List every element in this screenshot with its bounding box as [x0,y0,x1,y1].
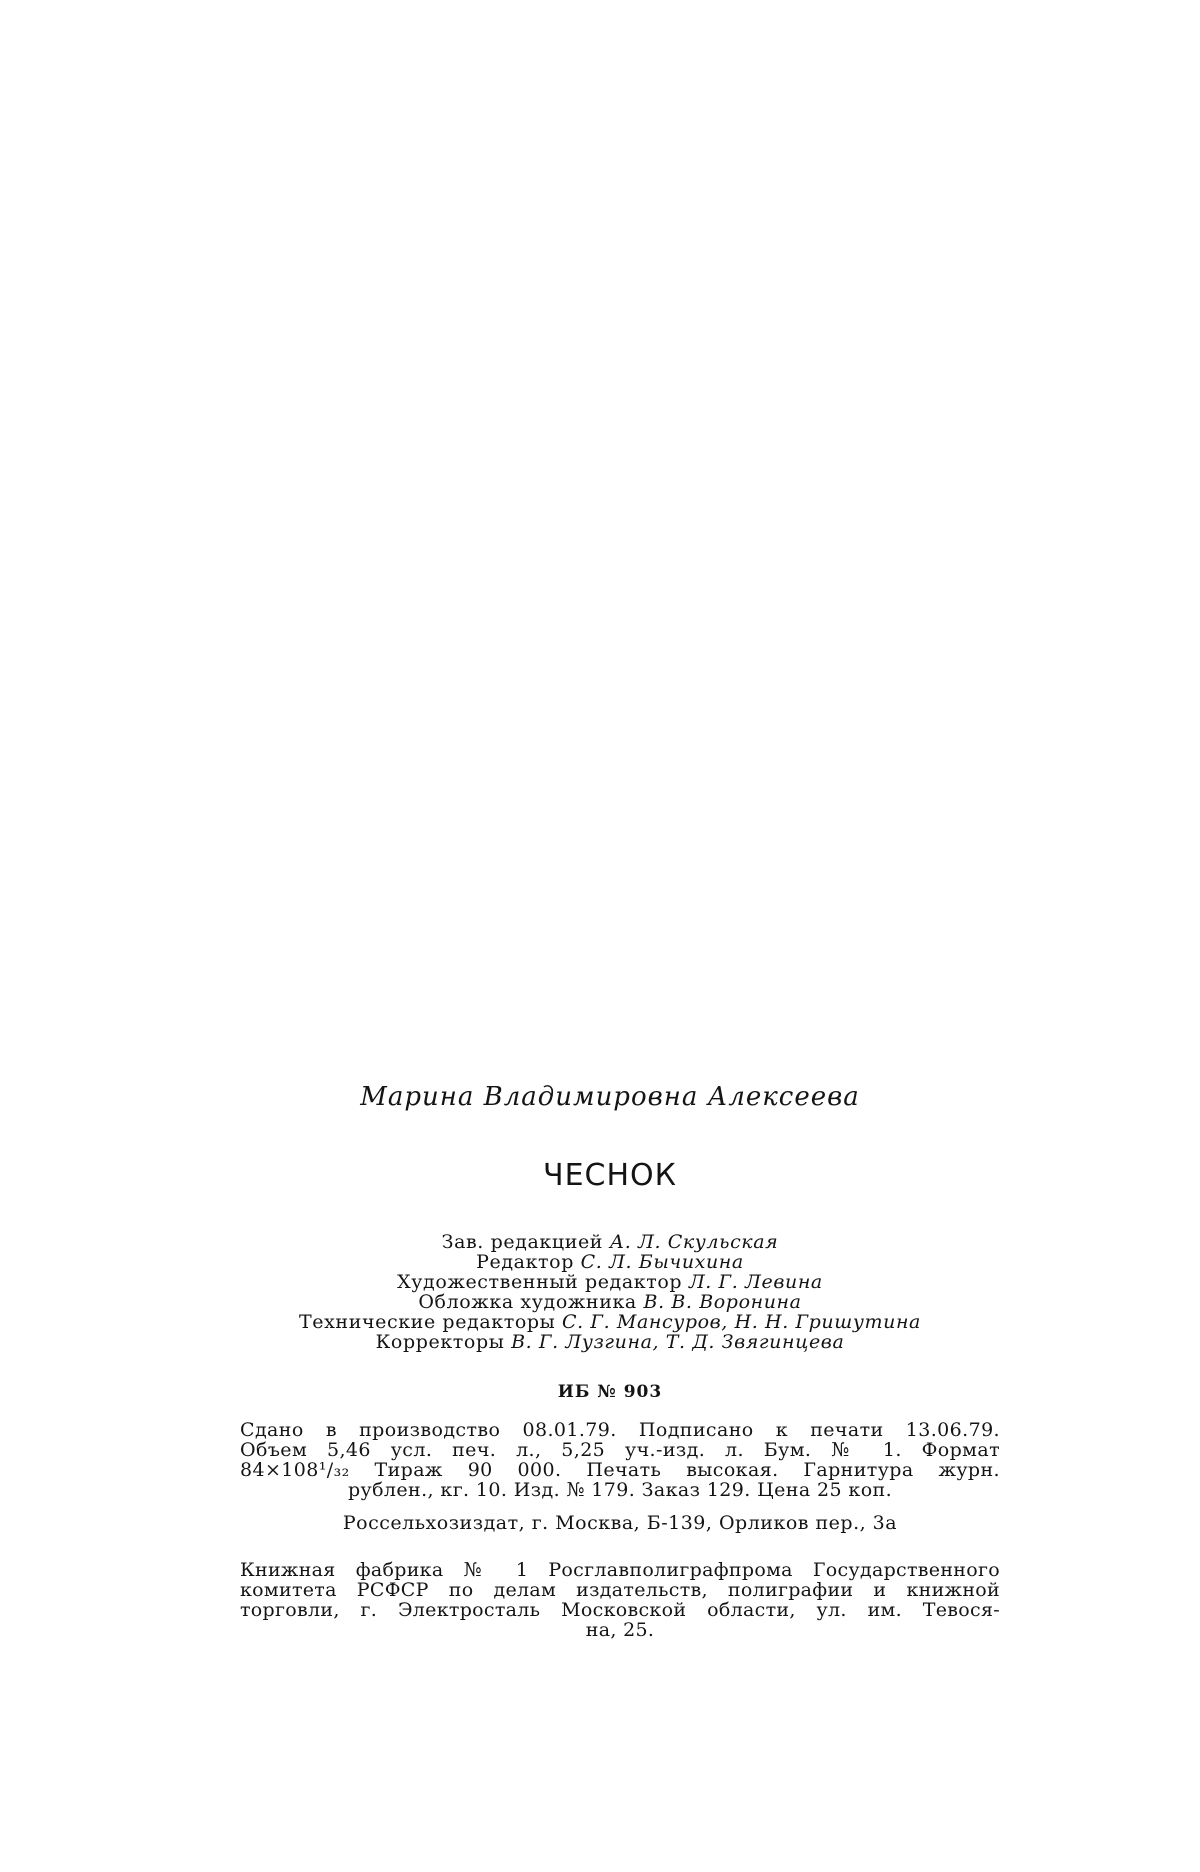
credit-line [200,1252,1020,1272]
printer-line: на, 25. [585,1619,655,1641]
printer-line: комитета РСФСР по делам издательств, полиграфии и книжной [240,1579,1000,1601]
credit-name: Л. Г. Левина [688,1271,823,1293]
publisher-address: Россельхозиздат, г. Москва, Б-139, Орликов пер., 3а [342,1512,898,1534]
author-name: Марина Владимировна Алексеева [360,1082,860,1112]
credit-line [200,1292,1020,1312]
credit-name: В. В. Воронина [643,1291,802,1313]
credit-role: Технические редакторы [299,1311,556,1333]
printer-line: торговли, г. Электросталь Московской области, ул. им. Тевося- [240,1599,1000,1621]
ib-number: ИБ № 903 [557,1382,663,1402]
book-title: ЧЕСНОК [543,1158,677,1193]
credit-role: Художественный редактор [397,1271,683,1293]
production-line: Объем 5,46 усл. печ. л., 5,25 уч.-изд. л. Бум. № 1. Формат [240,1439,1000,1461]
credit-name: С. Л. Бычихина [580,1251,744,1273]
production-line: Сдано в производство 08.01.79. Подписано к печати 13.06.79. [240,1419,1000,1441]
credit-line [200,1272,1020,1292]
credit-role: Корректоры [375,1331,505,1353]
credit-line [200,1312,1020,1332]
credit-name: С. Г. Мансуров, Н. Н. Гришутина [562,1311,921,1333]
production-details [240,1420,1000,1500]
production-line: рублен., кг. 10. Изд. № 179. Заказ 129. Цена 25 коп. [347,1479,893,1501]
credit-line [200,1332,1020,1352]
credit-role: Зав. редакцией [441,1231,604,1253]
credit-line [200,1232,1020,1252]
credit-name: А. Л. Скульская [609,1231,779,1253]
credit-role: Редактор [476,1251,574,1273]
production-line: 84×108¹/₃₂ Тираж 90 000. Печать высокая. Гарнитура журн. [240,1459,1000,1481]
printer-details [240,1560,1000,1640]
credits-block [200,1232,1020,1352]
printer-line: Книжная фабрика № 1 Росглавполиграфпрома Государственного [240,1559,1000,1581]
credit-role: Обложка художника [418,1291,637,1313]
credit-name: В. Г. Лузгина, Т. Д. Звягинцева [511,1331,845,1353]
